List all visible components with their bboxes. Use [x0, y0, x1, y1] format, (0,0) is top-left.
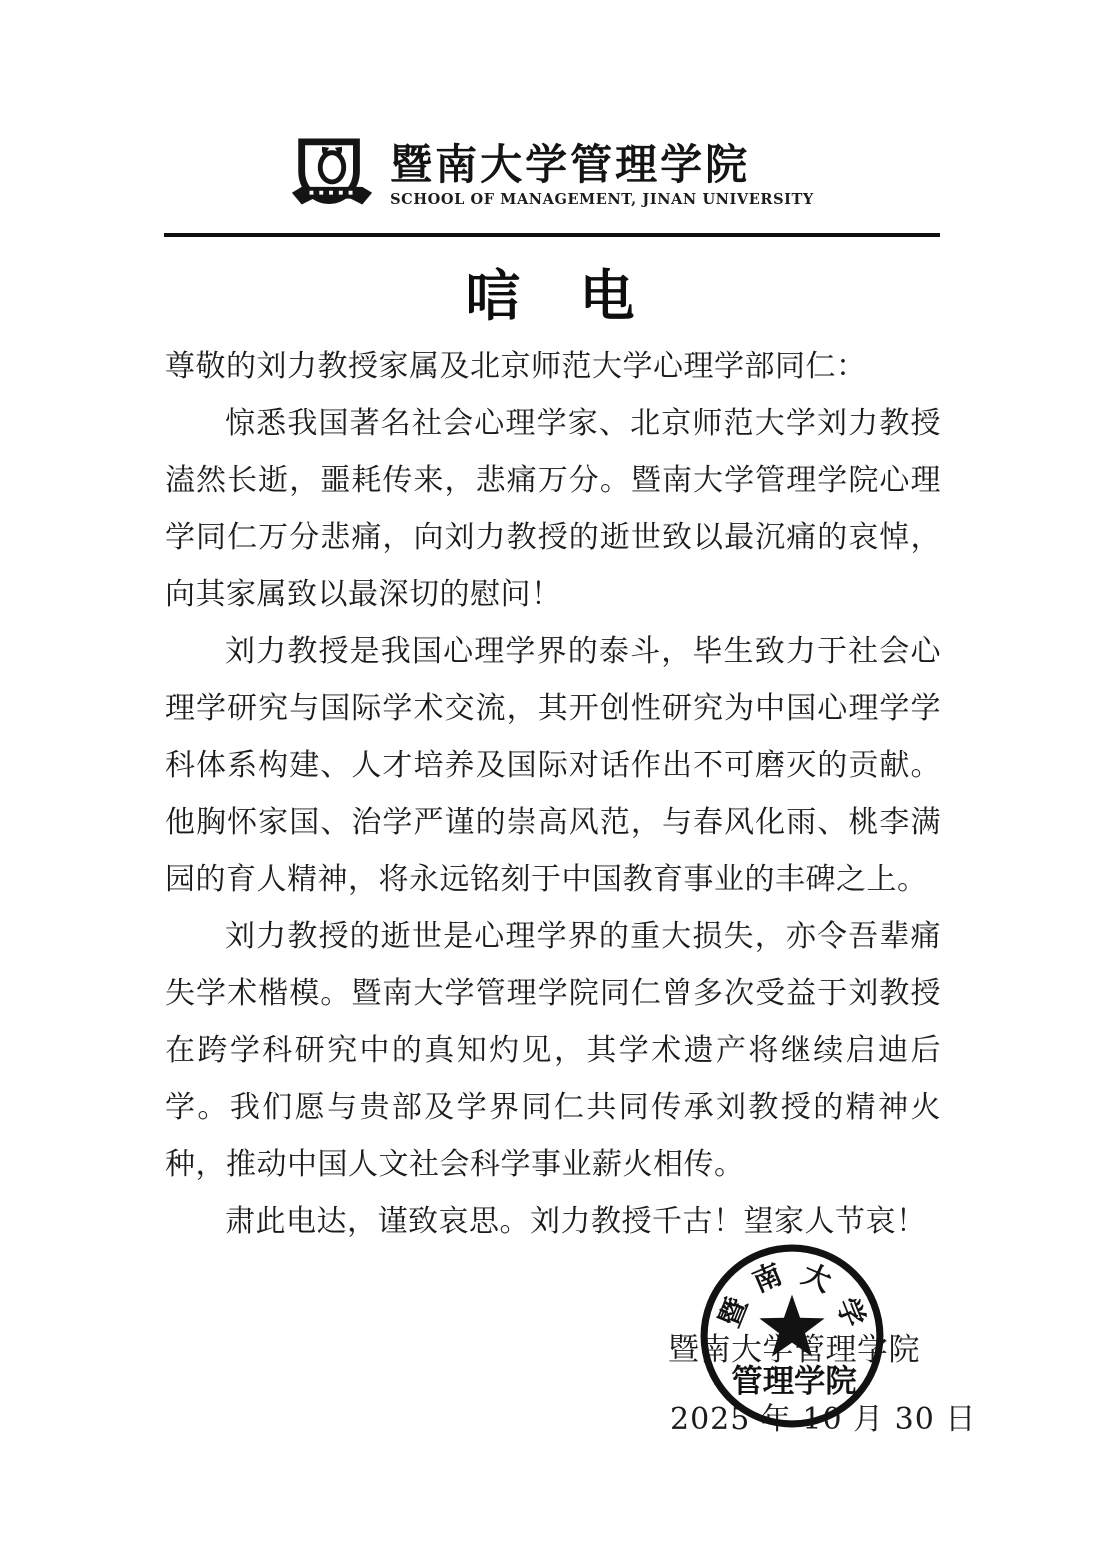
official-seal-stamp: [696, 1240, 888, 1432]
document-body: [165, 338, 941, 1250]
document-title: 唁 电: [465, 263, 637, 328]
signature-org: 暨南大学管理学院: [668, 1332, 920, 1368]
stamp-arc-char-1: 暨: [712, 1292, 755, 1332]
header-divider: [164, 233, 940, 237]
salutation: 尊敬的刘力教授家属及北京师范大学心理学部同仁：: [165, 349, 867, 384]
stamp-arc-char-3: 大: [797, 1256, 837, 1299]
paragraph-4: 肃此电达，谨致哀思。刘力教授千古！望家人节哀！: [225, 1204, 927, 1239]
stamp-arc-char-2: 南: [747, 1256, 787, 1299]
org-names: [390, 139, 814, 209]
stamp-arc-char-4: 学: [829, 1292, 872, 1332]
university-emblem-icon: [288, 136, 376, 214]
org-name-chinese: 暨南大学管理学院: [390, 139, 751, 189]
org-name-english: SCHOOL OF MANAGEMENT, JINAN UNIVERSITY: [390, 191, 814, 209]
letterhead: [0, 136, 1102, 214]
paragraph-2: 刘力教授是我国心理学界的泰斗，毕生致力于社会心理学研究与国际学术交流，其开创性研究为中国心理学学科体系构建、人才培养及国际对话作出不可磨灭的贡献。他胸怀家国、治学严谨的崇高风范，与春风化雨、桃李满园的育人精神，将永远铭刻于中国教育事业的丰碑之上。: [165, 634, 941, 897]
star-icon: [759, 1295, 824, 1357]
signature-date: 2025 年 10 月 30 日: [670, 1402, 977, 1437]
paragraph-1: 惊悉我国著名社会心理学家、北京师范大学刘力教授溘然长逝，噩耗传来，悲痛万分。暨南大学管理学院心理学同仁万分悲痛，向刘力教授的逝世致以最沉痛的哀悼，向其家属致以最深切的慰问！: [165, 406, 941, 612]
stamp-center-text: 管理学院: [731, 1363, 857, 1400]
paragraph-3: 刘力教授的逝世是心理学界的重大损失，亦令吾辈痛失学术楷模。暨南大学管理学院同仁曾多次受益于刘教授在跨学科研究中的真知灼见，其学术遗产将继续启迪后学。我们愿与贵部及学界同仁共同传承刘教授的精神火种，推动中国人文社会科学事业薪火相传。: [165, 919, 941, 1182]
